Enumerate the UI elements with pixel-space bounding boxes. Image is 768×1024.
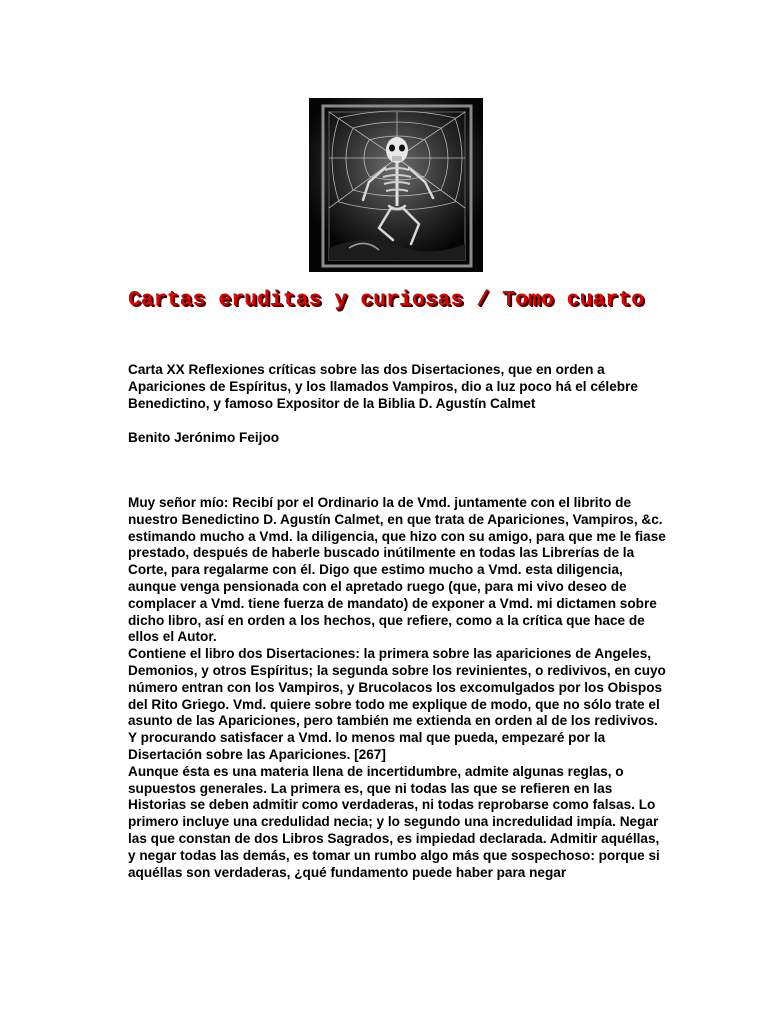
body-paragraph: Contiene el libro dos Disertaciones: la primera sobre las apariciones de Angeles, Demonios, y otros Espíritus; la segunda sobre los revinientes, o redivivos, en cuyo número entran con los Vampiros, y Brucolacos los excomulgados por los Obispos del Rito Griego. Vmd. quiere sobre todo me explique de modo, que no sólo trate el asunto de las Apariciones, pero también me extienda en orden al de los redivivos. Y procurando satisfacer a Vmd. lo menos mal que pueda, empezaré por la Disertación sobre las Apariciones. [267] [128,646,666,762]
skeleton-in-cobweb-icon [309,98,483,272]
author-name: Benito Jerónimo Feijoo [128,430,280,445]
letter-body [128,495,668,881]
body-paragraph: Muy señor mío: Recibí por el Ordinario la de Vmd. juntamente con el librito de nuestro Benedictino D. Agustín Calmet, en que trata de Apariciones, Vampiros, &c. estimando mucho a Vmd. la diligencia, que hizo con su amigo, para que me le fiase prestado, después de haberle buscado inútilmente en todas las Librerías de la Corte, para regalarme con él. Digo que estimo mucho a Vmd. esta diligencia, aunque venga pensionada con el apretado ruego (que, para mi vivo deseo de complacer a Vmd. tiene fuerza de mandato) de exponer a Vmd. mi dictamen sobre dicho libro, así en orden a los hechos, que refiere, como a la crítica que hace de ellos el Autor. [128,495,666,645]
skeleton-illustration [309,98,483,272]
document-title: Cartas eruditas y curiosas / Tomo cuarto [128,288,645,312]
letter-subtitle: Carta XX Reflexiones críticas sobre las dos Disertaciones, que en orden a Apariciones de Espíritus, y los llamados Vampiros, dio a luz poco há el célebre Benedictino, y famoso Expositor de la Biblia D. Agustín Calmet [128,362,638,411]
body-paragraph: Aunque ésta es una materia llena de incertidumbre, admite algunas reglas, o supuestos generales. La primera es, que ni todas las que se refieren en las Historias se deben admitir como verdaderas, ni todas reprobarse como falsas. Lo primero incluye una credulidad necia; y lo segundo una incredulidad impía. Negar las que constan de dos Libros Sagrados, es impiedad declarada. Admitir aquéllas, y negar todas las demás, es tomar un rumbo algo más que sospechoso: porque si aquéllas son verdaderas, ¿qué fundamento puede haber para negar [128,763,660,880]
